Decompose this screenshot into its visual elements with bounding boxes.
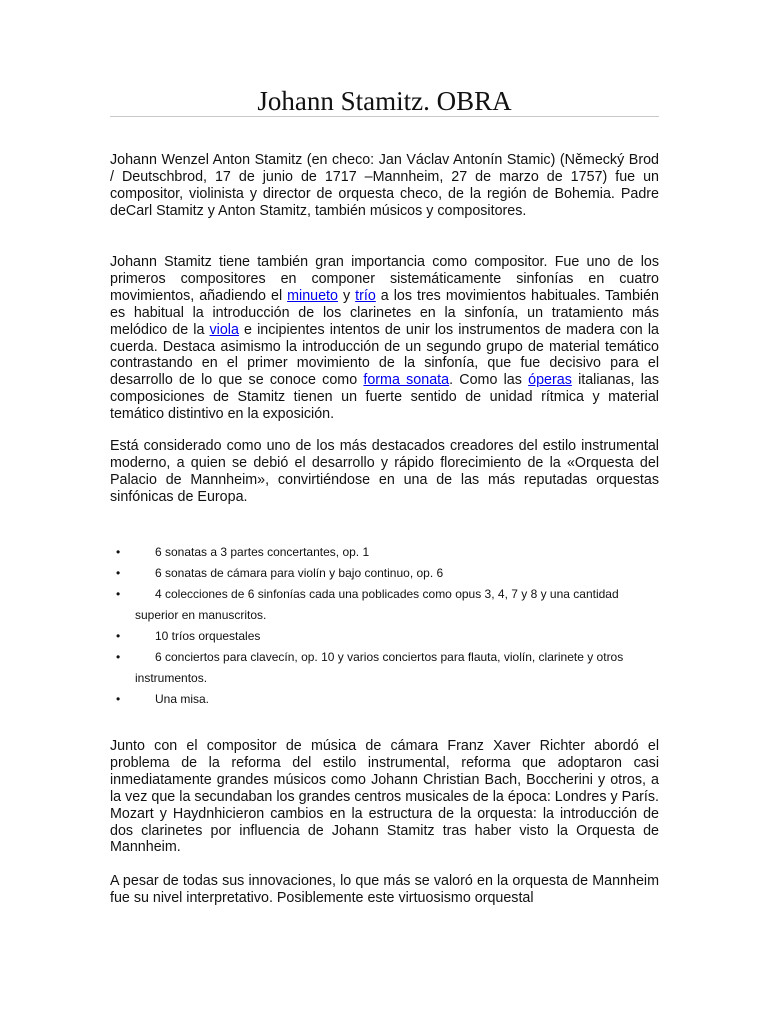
list-item-text: 6 sonatas a 3 partes concertantes, op. 1: [155, 545, 370, 559]
list-item: [110, 563, 659, 584]
style-paragraph: Está considerado como uno de los más destacados creadores del estilo instrumental moderno, a quien se debió el desarrollo y rápido florecimiento de la «Orquesta del Palacio de Mannheim», convirtiéndose en una de las más reputadas orquestas sinfónicas de Europa.: [110, 438, 659, 505]
paragraph-text: e incipientes intentos de unir los instrumentos de madera con la cuerda. Destaca asimismo la introducción de un segundo grupo de material temático contrastando en el primer movimiento de la sinfonía, que fue decisivo para el desarrollo de lo que se conoce como: [110, 321, 659, 389]
paragraph-text: y: [337, 287, 356, 304]
bullet-icon: •: [116, 587, 121, 601]
bullet-icon: •: [116, 629, 121, 643]
list-item: [110, 626, 659, 647]
bullet-icon: •: [116, 650, 121, 664]
paragraph-text: italianas, las composiciones de Stamitz tienen un fuerte sentido de unidad rítmica y material temático distintivo en la exposición.: [110, 372, 659, 423]
list-item: [110, 542, 659, 563]
paragraph-text: Johann Stamitz tiene también gran importancia como compositor. Fue uno de los primeros compositores en componer sistemáticamente sinfonías en cuatro movimientos, añadiendo el: [110, 254, 659, 304]
page-title: Johann Stamitz. OBRA: [257, 86, 512, 116]
list-item-text: 4 colecciones de 6 sinfonías cada una poblicades como opus 3, 4, 7 y 8 y una cantidad superior en manuscritos.: [135, 587, 619, 622]
link-operas[interactable]: óperas: [528, 372, 572, 389]
paragraph-text: . Como las: [449, 372, 529, 389]
paragraph-text: a los tres movimientos habituales. También es habitual la introducción de los clarinetes en la sinfonía, un tratamiento más melódico de la: [110, 287, 659, 338]
link-viola[interactable]: viola: [209, 321, 239, 338]
reform-paragraph: Junto con el compositor de música de cámara Franz Xaver Richter abordó el problema de la reforma del estilo instrumental, reforma que adoptaron casi inmediatamente grandes músicos como Johann Christian Bach, Boccherini y otros, a la vez que la secundaban los grandes centros musicales de la época: Londres y París. Mozart y Haydnhicieron cambios en la estructura de la orquesta: la introducción de dos clarinetes por influencia de Johann Stamitz tras haber visto la Orquesta de Mannheim.: [110, 738, 659, 856]
list-item: [110, 647, 659, 689]
link-trio[interactable]: trío: [355, 287, 376, 304]
link-minueto[interactable]: minueto: [287, 287, 338, 304]
list-item-text: Una misa.: [155, 692, 210, 706]
intro-paragraph: Johann Wenzel Anton Stamitz (en checo: Jan Václav Antonín Stamic) (Německý Brod / Deutschbrod, 17 de junio de 1717 –Mannheim, 27 de marzo de 1757) fue un compositor, violinista y director de orquesta checo, de la región de Bohemia. Padre deCarl Stamitz y Anton Stamitz, también músicos y compositores.: [110, 152, 659, 219]
composer-paragraph: [110, 254, 659, 423]
bullet-icon: •: [116, 566, 121, 580]
list-item: [110, 584, 659, 626]
list-item: [110, 689, 659, 710]
bullet-icon: •: [116, 692, 121, 706]
innovations-paragraph: A pesar de todas sus innovaciones, lo que más se valoró en la orquesta de Mannheim fue su nivel interpretativo. Posiblemente este virtuosismo orquestal: [110, 873, 659, 906]
list-item-text: 6 conciertos para clavecín, op. 10 y varios conciertos para flauta, violín, clarinete y otros instrumentos.: [135, 650, 624, 685]
list-item-text: 6 sonatas de cámara para violín y bajo continuo, op. 6: [155, 566, 444, 580]
title-divider: [110, 116, 659, 117]
works-list: [110, 542, 659, 710]
link-forma-sonata[interactable]: forma sonata: [363, 372, 450, 389]
bullet-icon: •: [116, 545, 121, 559]
list-item-text: 10 tríos orquestales: [155, 629, 261, 643]
